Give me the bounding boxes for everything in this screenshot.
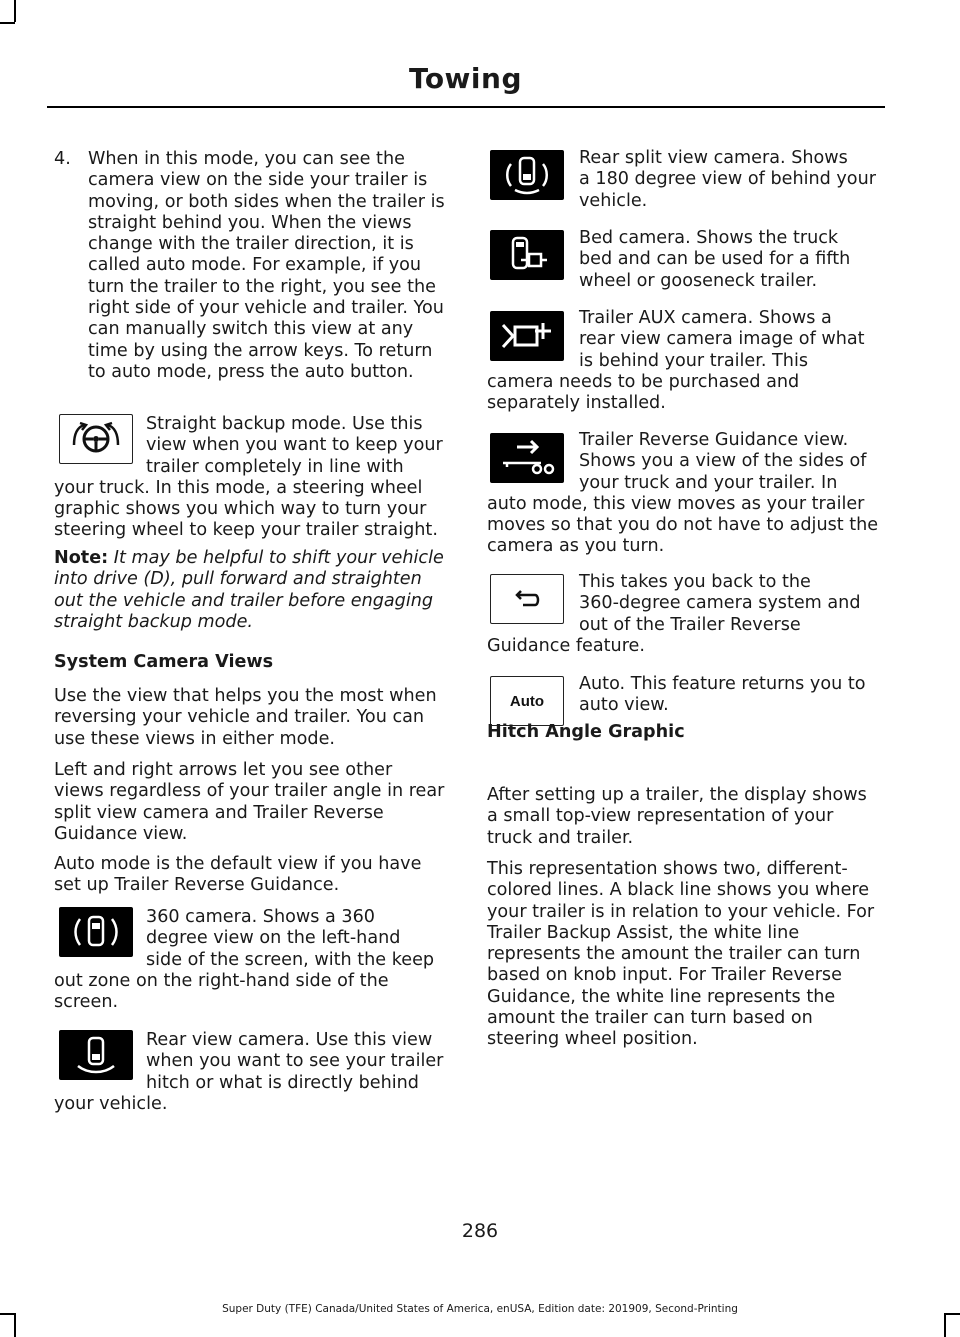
text-line: 360-degree camera system and	[579, 593, 861, 614]
crop-mark	[944, 1313, 946, 1337]
section-heading-system-camera-views	[54, 652, 447, 673]
auto-icon-label: Auto	[509, 692, 545, 710]
trailer-aux-description	[487, 308, 880, 414]
text-line: auto view.	[579, 695, 669, 716]
rear-split-description	[487, 148, 880, 212]
text-line: Rear split view camera. Shows	[579, 148, 848, 168]
crop-mark	[14, 0, 16, 22]
text-line: bed and can be used for a fifth	[579, 249, 851, 270]
paragraph: After setting up a trailer, the display shows a small top-view representation of your truck and trailer.	[487, 785, 867, 848]
paragraph: Auto mode is the default view if you have set up Trailer Reverse Guidance.	[54, 854, 422, 896]
text-line: your truck and your trailer. In	[579, 472, 838, 493]
bed-camera-description	[487, 228, 880, 292]
text-line: Trailer AUX camera. Shows a	[579, 308, 832, 328]
text-line: Shows you a view of the sides of	[579, 451, 867, 472]
text-line: side of the screen, with the keep	[146, 949, 435, 970]
text-line: Straight backup mode. Use this	[146, 414, 423, 434]
text-line: 360 camera. Shows a 360	[146, 907, 375, 927]
text-line: view when you want to keep your	[146, 435, 443, 456]
heading: Hitch Angle Graphic	[487, 722, 685, 742]
text-rest: Guidance feature.	[487, 635, 645, 656]
text-line: Trailer Reverse Guidance view.	[579, 430, 849, 450]
title-rule	[47, 106, 885, 108]
straight-backup-description	[54, 414, 447, 542]
text-line: out of the Trailer Reverse	[579, 614, 801, 635]
text-line: Auto. This feature returns you to	[579, 674, 866, 694]
page-number: 286	[461, 1220, 499, 1242]
text-line: a 180 degree view of behind your	[579, 169, 876, 190]
rear-view-camera-description	[54, 1030, 447, 1115]
step-number: 4.	[54, 149, 71, 169]
paragraph: Left and right arrows let you see other views regardless of your trailer angle in rear split view camera and Trailer Reverse Guidance view.	[54, 760, 445, 844]
camera-360-description	[54, 907, 447, 1013]
step-text: When in this mode, you can see the camera view on the side your trailer is moving, or both sides when the trailer is straight behind you. When the views change with the trailer direction, it is called auto mode. For example, if you turn the trailer to the right, you see the right side of your vehicle and trailer. You can manually switch this view at any time by using the arrow keys. To return to auto mode, press the auto button.	[88, 149, 445, 382]
text-line: wheel or gooseneck trailer.	[579, 270, 818, 291]
note-text: It may be helpful to shift your vehicle into drive (D), pull forward and straighten out the vehicle and trailer before engaging straight backup mode.	[54, 548, 444, 632]
text-rest: auto mode, this view moves as your trailer moves so that you do not have to adjust the camera as you turn.	[487, 493, 879, 557]
heading: System Camera Views	[54, 652, 274, 672]
section-heading-hitch-angle-graphic	[487, 722, 880, 743]
text-rest: out zone on the right-hand side of the screen.	[54, 970, 389, 1013]
trailer-reverse-guidance-description	[487, 430, 880, 558]
note-label: Note:	[54, 548, 109, 568]
text-line: Bed camera. Shows the truck	[579, 228, 839, 248]
back-description	[487, 572, 880, 657]
text-line: This takes you back to the	[579, 572, 811, 592]
text-rest: your vehicle.	[54, 1093, 168, 1114]
text-line: rear view camera image of what	[579, 329, 865, 350]
paragraph: This representation shows two, different-colored lines. A black line shows you where your trailer is in relation to your vehicle. For Trailer Backup Assist, the white line represents the amount the trailer can turn based on knob input. For Trailer Reverse Guidance, the white line represents the amount the trailer can turn based on steering wheel position.	[487, 859, 875, 1050]
text-rest: your truck. In this mode, a steering wheel graphic shows you which way to turn your steering wheel to keep your trailer straight.	[54, 477, 438, 541]
note	[54, 548, 447, 633]
text-line: hitch or what is directly behind	[146, 1072, 419, 1093]
page-title: Towing	[408, 62, 522, 95]
crop-mark	[0, 22, 15, 24]
step-4	[54, 149, 447, 383]
crop-mark	[14, 1313, 16, 1337]
text-line: trailer completely in line with	[146, 456, 404, 477]
text-line: vehicle.	[579, 190, 648, 211]
text-line: degree view on the left-hand	[146, 928, 401, 949]
auto-description	[487, 674, 880, 717]
text-line: is behind your trailer. This	[579, 350, 809, 371]
text-line: when you want to see your trailer	[146, 1051, 444, 1072]
text-line: Rear view camera. Use this view	[146, 1030, 433, 1050]
footer: Super Duty (TFE) Canada/United States of America, enUSA, Edition date: 201909, Second-Printing	[222, 1303, 738, 1315]
paragraph: Use the view that helps you the most when reversing your vehicle and trailer. You can use these views in either mode.	[54, 686, 437, 749]
text-rest: camera needs to be purchased and separately installed.	[487, 371, 800, 414]
